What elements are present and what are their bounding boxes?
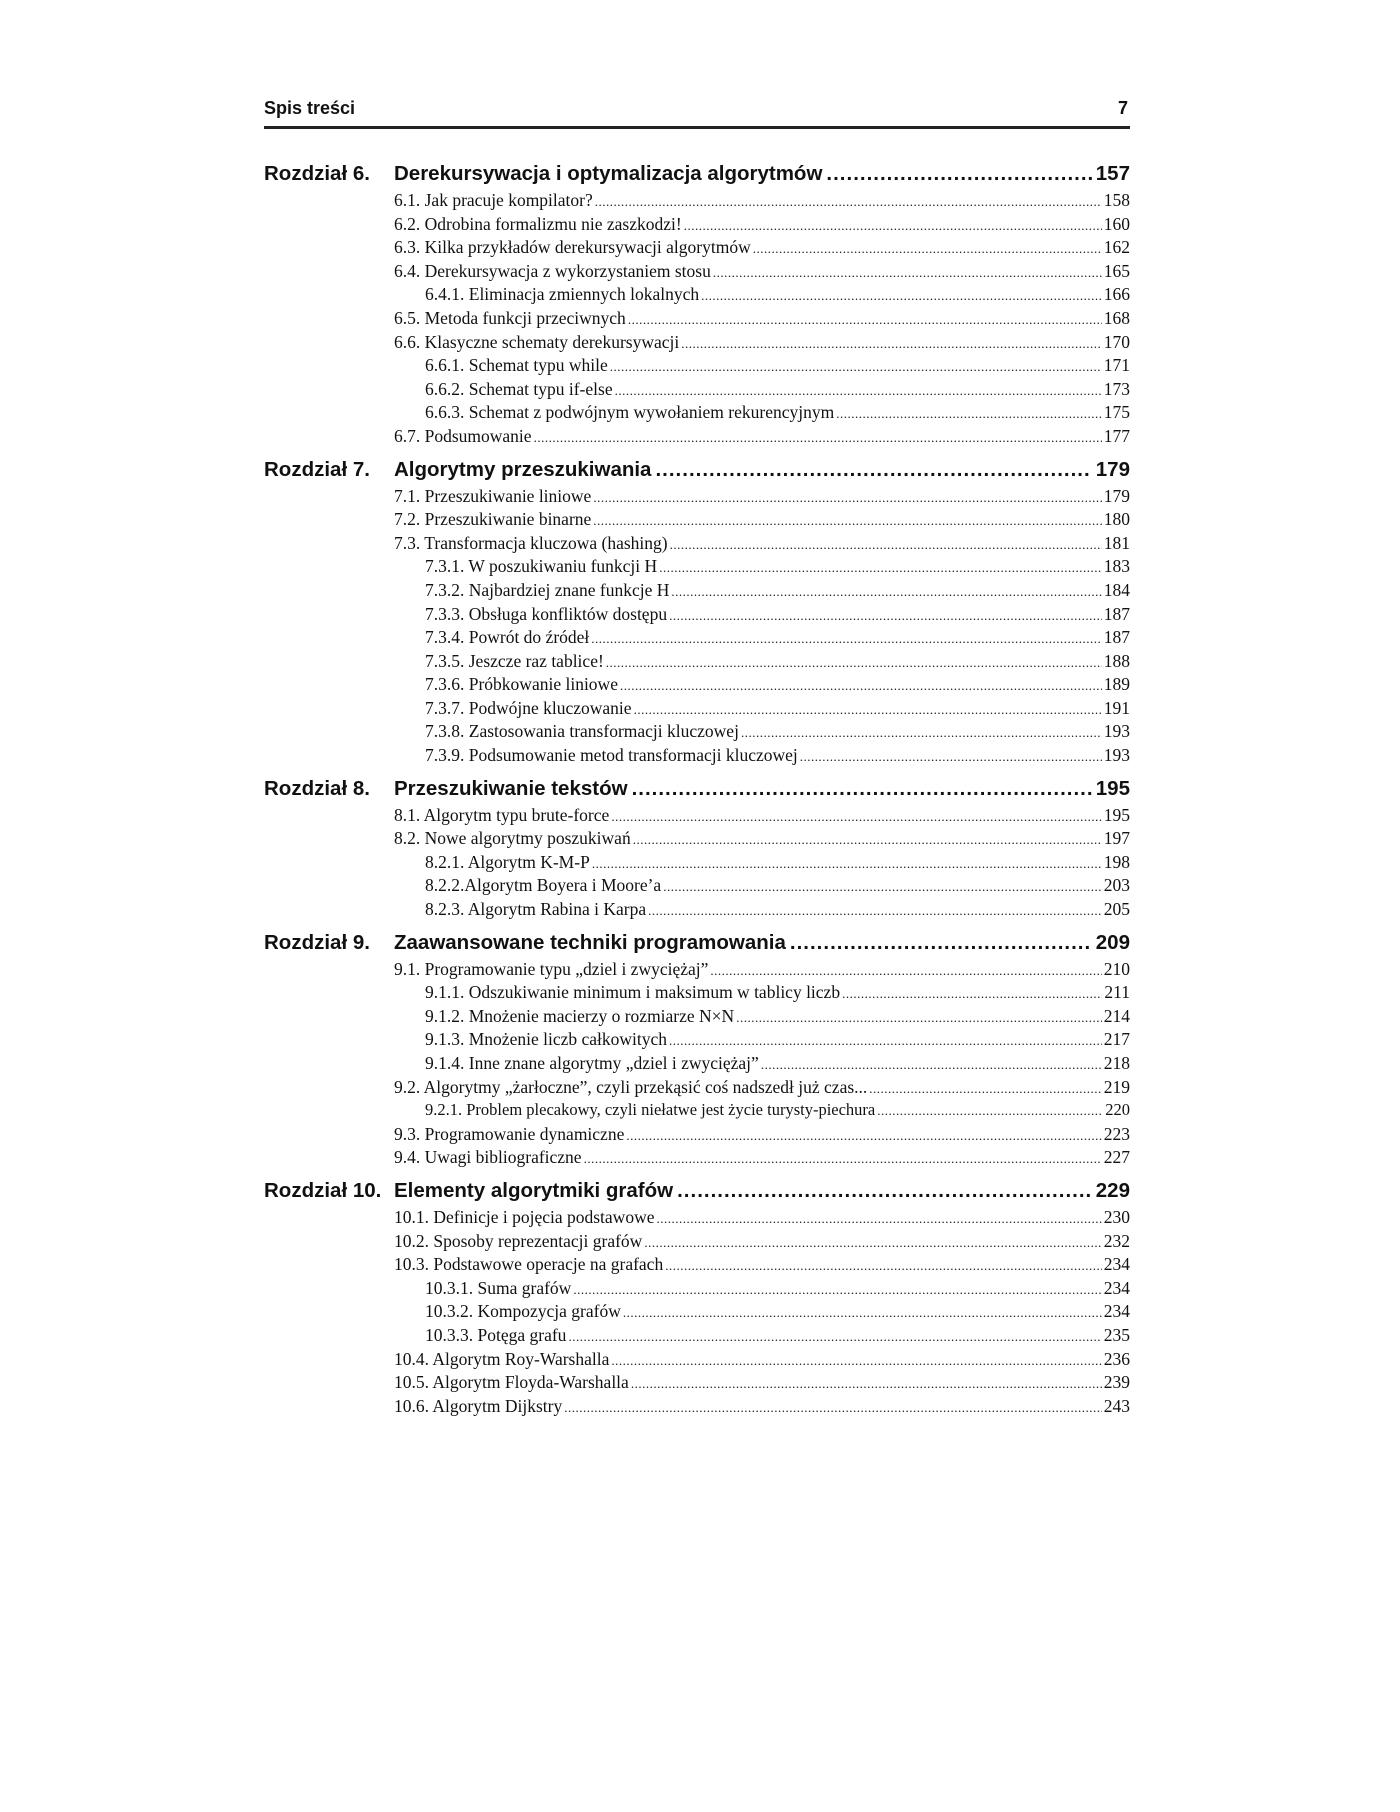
entry-title: 7.3.5. Jeszcze raz tablice!	[425, 650, 604, 671]
dot-leader	[800, 749, 1102, 765]
toc-subentry[interactable]	[425, 674, 1130, 698]
toc-entry[interactable]	[394, 1349, 1130, 1373]
entry-page: 219	[1103, 1076, 1130, 1097]
dot-leader	[877, 1103, 1103, 1119]
toc-entry[interactable]	[394, 426, 1130, 450]
entry-page: 184	[1103, 579, 1130, 600]
toc-subentry[interactable]	[425, 1278, 1130, 1302]
chapter-title: Zaawansowane techniki programowania	[394, 930, 786, 954]
entry-title: 7.3. Transformacja kluczowa (hashing)	[394, 532, 668, 553]
chapter-label: Rozdział 9.	[264, 930, 370, 954]
toc-entry[interactable]	[394, 1147, 1130, 1171]
chapter-9	[264, 931, 1130, 1171]
toc-entry[interactable]	[394, 308, 1130, 332]
toc-subentry[interactable]	[425, 1325, 1130, 1349]
entry-page: 177	[1103, 425, 1130, 446]
toc-subentry[interactable]	[425, 379, 1130, 403]
toc-subentry[interactable]	[425, 899, 1130, 923]
toc-subentry[interactable]	[425, 1053, 1130, 1077]
chapter-title: Derekursywacja i optymalizacja algorytmów	[394, 162, 823, 185]
dot-leader	[633, 832, 1102, 848]
chapter-page: 157	[1095, 162, 1130, 185]
entry-page: 227	[1103, 1147, 1130, 1168]
dot-leader	[659, 560, 1102, 576]
entry-title: 10.3.2. Kompozycja grafów	[425, 1301, 621, 1322]
toc-subentry[interactable]	[425, 1301, 1130, 1325]
entry-title: 8.2.3. Algorytm Rabina i Karpa	[425, 899, 647, 920]
toc-entry[interactable]	[394, 509, 1130, 533]
entry-page: 180	[1103, 509, 1130, 530]
dot-leader	[826, 162, 1091, 186]
chapter-page: 179	[1095, 457, 1130, 481]
dot-leader	[593, 513, 1101, 529]
toc-entry[interactable]	[394, 1207, 1130, 1231]
toc-subentry[interactable]	[425, 852, 1130, 876]
entry-title: 8.1. Algorytm typu brute-force	[394, 804, 610, 825]
chapter-heading[interactable]	[264, 777, 1130, 805]
entry-page: 211	[1104, 982, 1130, 1003]
entry-page: 203	[1103, 875, 1130, 896]
chapter-page: 209	[1095, 930, 1130, 954]
dot-leader	[564, 1400, 1102, 1416]
entry-title: 8.2. Nowe algorytmy poszukiwań	[394, 828, 631, 849]
toc-subentry[interactable]	[425, 982, 1130, 1006]
dot-leader	[615, 383, 1102, 399]
entry-page: 218	[1103, 1053, 1130, 1073]
dot-leader	[632, 777, 1092, 801]
chapter-8	[264, 777, 1130, 923]
dot-leader	[665, 1258, 1102, 1274]
dot-leader	[790, 931, 1092, 955]
toc-subentry[interactable]	[425, 875, 1130, 899]
dot-leader	[656, 1211, 1101, 1227]
entry-page: 183	[1103, 556, 1130, 577]
chapter-label: Rozdział 8.	[264, 776, 370, 800]
toc-entry[interactable]	[394, 959, 1130, 983]
toc-entry[interactable]	[394, 1124, 1130, 1148]
dot-leader	[634, 702, 1102, 718]
entry-title: 7.2. Przeszukiwanie binarne	[394, 509, 592, 530]
entry-title: 10.3.1. Suma grafów	[425, 1277, 572, 1298]
chapter-7	[264, 458, 1130, 769]
dot-leader	[655, 458, 1091, 482]
entry-page: 197	[1103, 828, 1130, 849]
dot-leader	[620, 678, 1102, 694]
entry-title: 6.6.2. Schemat typu if-else	[425, 378, 613, 399]
entry-page: 191	[1103, 697, 1130, 718]
entry-title: 6.4.1. Eliminacja zmiennych lokalnych	[425, 284, 700, 305]
chapter-label: Rozdział 7.	[264, 457, 370, 481]
entry-title: 10.6. Algorytm Dijkstry	[394, 1395, 563, 1416]
entry-title: 8.2.2.Algorytm Boyera i Moore’a	[425, 875, 662, 896]
entry-page: 234	[1103, 1277, 1130, 1298]
entry-page: 232	[1103, 1230, 1130, 1251]
entry-page: 168	[1103, 307, 1130, 328]
entry-page: 217	[1103, 1029, 1130, 1050]
dot-leader	[611, 809, 1101, 825]
entry-page: 220	[1105, 1100, 1130, 1120]
entry-title: 6.4. Derekursywacja z wykorzystaniem stosu	[394, 260, 711, 281]
toc-entry[interactable]	[394, 1396, 1130, 1420]
entry-title: 10.5. Algorytm Floyda-Warshalla	[394, 1372, 629, 1393]
entry-title: 6.6. Klasyczne schematy derekursywacji	[394, 331, 680, 352]
dot-leader	[710, 963, 1101, 979]
entry-page: 195	[1103, 804, 1130, 825]
entry-title: 6.6.3. Schemat z podwójnym wywołaniem rekurencyjnym	[425, 402, 835, 423]
entry-title: 10.3.3. Potęga grafu	[425, 1324, 567, 1345]
entry-page: 158	[1103, 190, 1130, 210]
entry-page: 170	[1103, 331, 1130, 352]
entry-title: 7.3.9. Podsumowanie metod transformacji kluczowej	[425, 745, 798, 766]
entry-title: 9.1.2. Mnożenie macierzy o rozmiarze N×N	[425, 1005, 735, 1026]
toc-entry[interactable]	[394, 261, 1130, 285]
entry-page: 243	[1103, 1395, 1130, 1416]
dot-leader	[626, 1128, 1101, 1144]
chapter-page: 229	[1095, 1178, 1130, 1202]
dot-leader	[591, 631, 1101, 647]
entry-title: 10.2. Sposoby reprezentacji grafów	[394, 1230, 643, 1251]
toc-subentry[interactable]	[425, 1029, 1130, 1053]
dot-leader	[534, 430, 1102, 446]
dot-leader	[593, 490, 1101, 506]
entry-title: 7.3.2. Najbardziej znane funkcje H	[425, 579, 670, 600]
dot-leader	[663, 879, 1102, 895]
dot-leader	[584, 1151, 1102, 1167]
toc-entry[interactable]	[394, 486, 1130, 510]
dot-leader	[741, 725, 1102, 741]
dot-leader	[631, 1376, 1102, 1392]
dot-leader	[869, 1081, 1101, 1097]
toc-subentry[interactable]	[425, 604, 1130, 628]
entry-page: 175	[1103, 402, 1130, 423]
entry-page: 188	[1103, 650, 1130, 671]
entry-title: 7.3.6. Próbkowanie liniowe	[425, 674, 618, 695]
dot-leader	[713, 265, 1102, 281]
entry-page: 166	[1103, 284, 1130, 305]
dot-leader	[573, 1282, 1101, 1298]
entry-page: 160	[1103, 213, 1130, 234]
dot-leader	[681, 336, 1102, 352]
entry-page: 239	[1103, 1372, 1130, 1393]
running-header	[264, 96, 1130, 129]
dot-leader	[644, 1235, 1101, 1251]
entry-title: 6.1. Jak pracuje kompilator?	[394, 190, 593, 210]
dot-leader	[568, 1329, 1101, 1345]
entry-page: 181	[1103, 532, 1130, 553]
entry-title: 8.2.1. Algorytm K-M-P	[425, 851, 590, 872]
entry-page: 165	[1103, 260, 1130, 281]
entry-title: 9.2.1. Problem plecakowy, czyli niełatwe jest życie turysty-piechura	[425, 1100, 876, 1120]
toc-subentry[interactable]	[425, 721, 1130, 745]
chapter-heading[interactable]	[264, 1179, 1130, 1207]
toc-subentry[interactable]	[425, 745, 1130, 769]
toc-entry[interactable]	[394, 1372, 1130, 1396]
entry-page: 193	[1103, 721, 1130, 742]
toc-subentry[interactable]	[425, 1100, 1130, 1124]
entry-title: 7.3.4. Powrót do źródeł	[425, 627, 590, 648]
chapter-title: Elementy algorytmiki grafów	[394, 1178, 674, 1202]
chapter-6	[264, 162, 1130, 450]
chapter-10	[264, 1179, 1130, 1419]
chapter-label: Rozdział 10.	[264, 1178, 382, 1202]
toc-entry[interactable]	[394, 1231, 1130, 1255]
toc-entry[interactable]	[394, 214, 1130, 238]
header-title: Spis treści	[264, 98, 356, 118]
chapter-label: Rozdział 6.	[264, 162, 370, 185]
toc-subentry[interactable]	[425, 627, 1130, 651]
entry-title: 6.7. Podsumowanie	[394, 425, 532, 446]
entry-page: 205	[1103, 899, 1130, 920]
dot-leader	[648, 903, 1102, 919]
entry-title: 9.3. Programowanie dynamiczne	[394, 1123, 625, 1144]
dot-leader	[684, 218, 1102, 234]
chapter-heading[interactable]	[264, 931, 1130, 959]
dot-leader	[611, 1353, 1101, 1369]
toc-entry[interactable]	[394, 332, 1130, 356]
toc-entry[interactable]	[394, 190, 1130, 214]
dot-leader	[761, 1057, 1102, 1073]
entry-title: 7.3.7. Podwójne kluczowanie	[425, 697, 632, 718]
entry-page: 198	[1103, 851, 1130, 872]
dot-leader	[836, 406, 1102, 422]
chapter-page: 195	[1095, 776, 1130, 800]
chapter-title: Przeszukiwanie tekstów	[394, 776, 628, 800]
entry-page: 162	[1103, 237, 1130, 258]
dot-leader	[736, 1010, 1102, 1026]
dot-leader	[669, 608, 1102, 624]
toc-entry[interactable]	[394, 1077, 1130, 1101]
chapter-heading[interactable]	[264, 458, 1130, 486]
entry-page: 236	[1103, 1348, 1130, 1369]
dot-leader	[671, 584, 1101, 600]
entry-page: 223	[1103, 1123, 1130, 1144]
dot-leader	[753, 241, 1102, 257]
dot-leader	[670, 537, 1102, 553]
entry-page: 187	[1103, 627, 1130, 648]
entry-title: 7.3.1. W poszukiwaniu funkcji H	[425, 556, 658, 577]
entry-page: 235	[1103, 1324, 1130, 1345]
dot-leader	[606, 655, 1102, 671]
dot-leader	[628, 312, 1102, 328]
entry-title: 9.4. Uwagi bibliograficzne	[394, 1147, 582, 1168]
dot-leader	[669, 1033, 1102, 1049]
toc-entry[interactable]	[394, 805, 1130, 829]
entry-title: 9.1.3. Mnożenie liczb całkowitych	[425, 1029, 668, 1050]
entry-page: 189	[1103, 674, 1130, 695]
dot-leader	[677, 1179, 1092, 1203]
entry-title: 10.4. Algorytm Roy-Warshalla	[394, 1348, 610, 1369]
toc-subentry[interactable]	[425, 651, 1130, 675]
toc-subentry[interactable]	[425, 698, 1130, 722]
entry-title: 7.1. Przeszukiwanie liniowe	[394, 485, 592, 506]
entry-page: 234	[1103, 1301, 1130, 1322]
dot-leader	[701, 288, 1102, 304]
toc-subentry[interactable]	[425, 580, 1130, 604]
entry-title: 10.3. Podstawowe operacje na grafach	[394, 1254, 664, 1275]
toc-subentry[interactable]	[425, 355, 1130, 379]
entry-title: 7.3.3. Obsługa konfliktów dostępu	[425, 603, 668, 624]
entry-title: 7.3.8. Zastosowania transformacji kluczowej	[425, 721, 739, 742]
toc-subentry[interactable]	[425, 556, 1130, 580]
table-of-contents	[264, 162, 1130, 1427]
header-page-number: 7	[1117, 98, 1128, 118]
entry-title: 6.5. Metoda funkcji przeciwnych	[394, 307, 626, 328]
entry-page: 214	[1103, 1005, 1130, 1026]
entry-page: 234	[1103, 1254, 1130, 1275]
entry-title: 9.1.4. Inne znane algorytmy „dziel i zwyciężaj”	[425, 1053, 759, 1073]
entry-page: 230	[1103, 1206, 1130, 1227]
toc-subentry[interactable]	[425, 1006, 1130, 1030]
chapter-title: Algorytmy przeszukiwania	[394, 457, 652, 481]
dot-leader	[610, 359, 1102, 375]
entry-page: 210	[1103, 958, 1130, 979]
dot-leader	[595, 194, 1102, 210]
entry-title: 10.1. Definicje i pojęcia podstawowe	[394, 1206, 655, 1227]
entry-title: 6.6.1. Schemat typu while	[425, 355, 608, 376]
toc-subentry[interactable]	[425, 402, 1130, 426]
entry-title: 9.1. Programowanie typu „dziel i zwyciężaj”	[394, 958, 709, 979]
dot-leader	[592, 856, 1102, 872]
toc-entry[interactable]	[394, 533, 1130, 557]
toc-entry[interactable]	[394, 828, 1130, 852]
chapter-heading[interactable]	[264, 162, 1130, 190]
entry-title: 6.3. Kilka przykładów derekursywacji algorytmów	[394, 237, 751, 258]
entry-title: 9.1.1. Odszukiwanie minimum i maksimum w tablicy liczb	[425, 982, 841, 1003]
toc-subentry[interactable]	[425, 284, 1130, 308]
dot-leader	[842, 986, 1102, 1002]
entry-page: 193	[1103, 745, 1130, 766]
entry-page: 173	[1103, 378, 1130, 399]
dot-leader	[623, 1305, 1102, 1321]
entry-page: 187	[1103, 603, 1130, 624]
toc-entry[interactable]	[394, 237, 1130, 261]
entry-title: 9.2. Algorytmy „żarłoczne”, czyli przekąsić coś nadszedł już czas...	[394, 1076, 868, 1097]
entry-page: 179	[1103, 485, 1130, 506]
entry-page: 171	[1103, 355, 1130, 376]
entry-title: 6.2. Odrobina formalizmu nie zaszkodzi!	[394, 213, 682, 234]
toc-entry[interactable]	[394, 1254, 1130, 1278]
